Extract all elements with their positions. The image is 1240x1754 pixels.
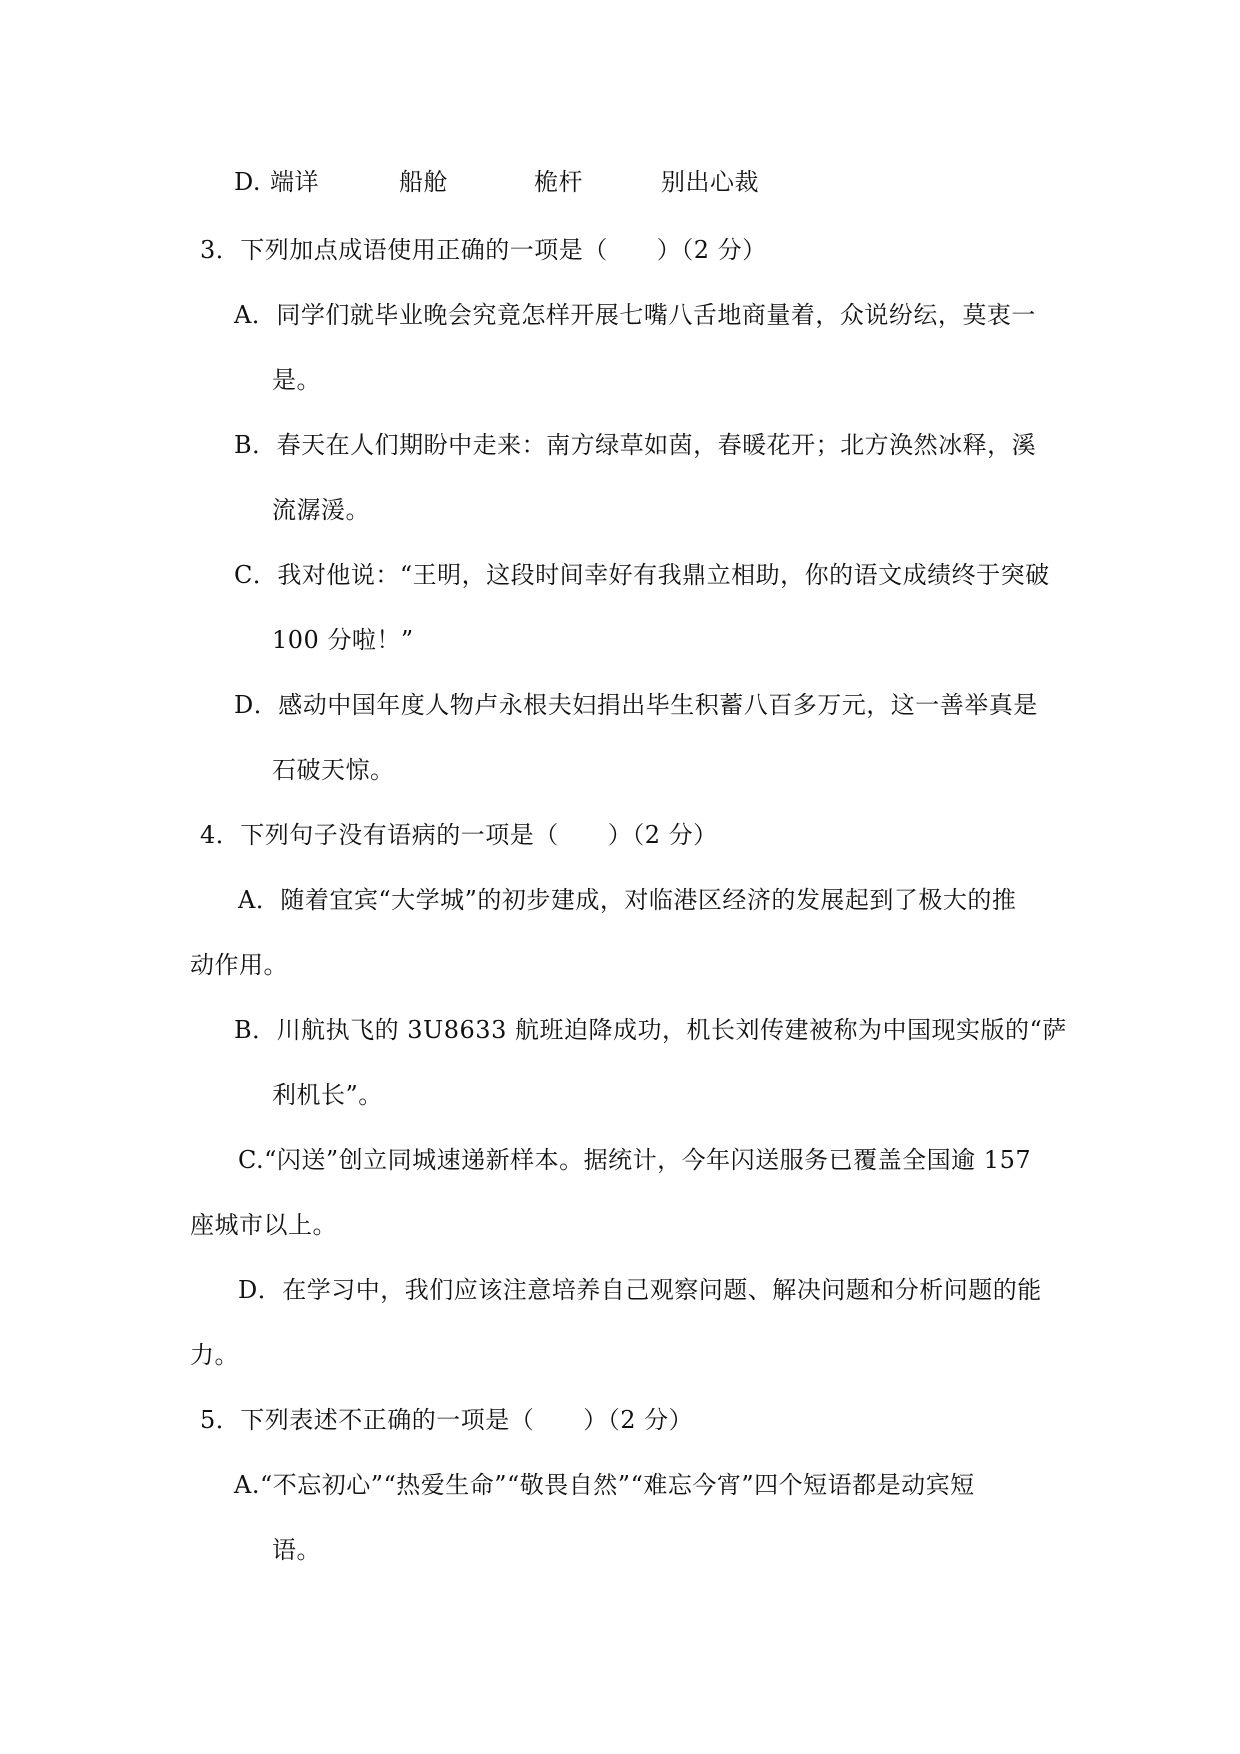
q3-option-c-cont: 100 分啦！” [272, 626, 414, 654]
q2-option-d-label: D. [234, 168, 262, 196]
q3-option-a: A．同学们就毕业晚会究竟怎样开展七嘴八舌地商量着，众说纷纭，莫衷一 [234, 301, 1036, 329]
q4-option-a: A．随着宜宾“大学城”的初步建成，对临港区经济的发展起到了极大的推 [238, 886, 1017, 914]
q3-option-d: D．感动中国年度人物卢永根夫妇捐出毕生积蓄八百多万元，这一善举真是 [234, 691, 1038, 719]
q5-stem: 5．下列表述不正确的一项是（ ）（2 分） [200, 1406, 694, 1434]
q2-option-d-word-3: 桅杆 [534, 168, 583, 196]
q4-option-c: C.“闪送”创立同城速递新样本。据统计，今年闪送服务已覆盖全国逾 157 [238, 1146, 1032, 1174]
q3-option-c: C．我对他说：“王明，这段时间幸好有我鼎立相助，你的语文成绩终于突破 [234, 561, 1050, 589]
q2-option-d-word-1: 端详 [270, 168, 319, 196]
q3-option-b-cont: 流潺湲。 [272, 496, 370, 524]
q4-option-c-cont: 座城市以上。 [190, 1211, 337, 1239]
q2-option-d-word-2: 船舱 [399, 168, 448, 196]
q4-stem: 4．下列句子没有语病的一项是（ ）（2 分） [200, 821, 718, 849]
q4-option-b: B．川航执飞的 3U8633 航班迫降成功，机长刘传建被称为中国现实版的“萨 [234, 1016, 1067, 1044]
q3-option-b: B．春天在人们期盼中走来：南方绿草如茵，春暖花开；北方涣然冰释，溪 [234, 431, 1037, 459]
q4-option-d: D．在学习中，我们应该注意培养自己观察问题、解决问题和分析问题的能 [238, 1276, 1042, 1304]
q4-option-a-cont: 动作用。 [190, 951, 288, 979]
q4-option-d-cont: 力。 [190, 1341, 239, 1369]
q5-option-a: A.“不忘初心”“热爱生命”“敬畏自然”“难忘今宵”四个短语都是动宾短 [234, 1471, 975, 1499]
q3-stem: 3．下列加点成语使用正确的一项是（ ）（2 分） [200, 236, 767, 264]
q4-option-b-cont: 利机长”。 [272, 1081, 383, 1109]
q3-option-d-cont: 石破天惊。 [272, 756, 395, 784]
q2-option-d-word-4: 别出心裁 [661, 168, 759, 196]
q5-option-a-cont: 语。 [272, 1536, 321, 1564]
q3-option-a-cont: 是。 [272, 366, 321, 394]
q2-option-d [234, 166, 834, 198]
